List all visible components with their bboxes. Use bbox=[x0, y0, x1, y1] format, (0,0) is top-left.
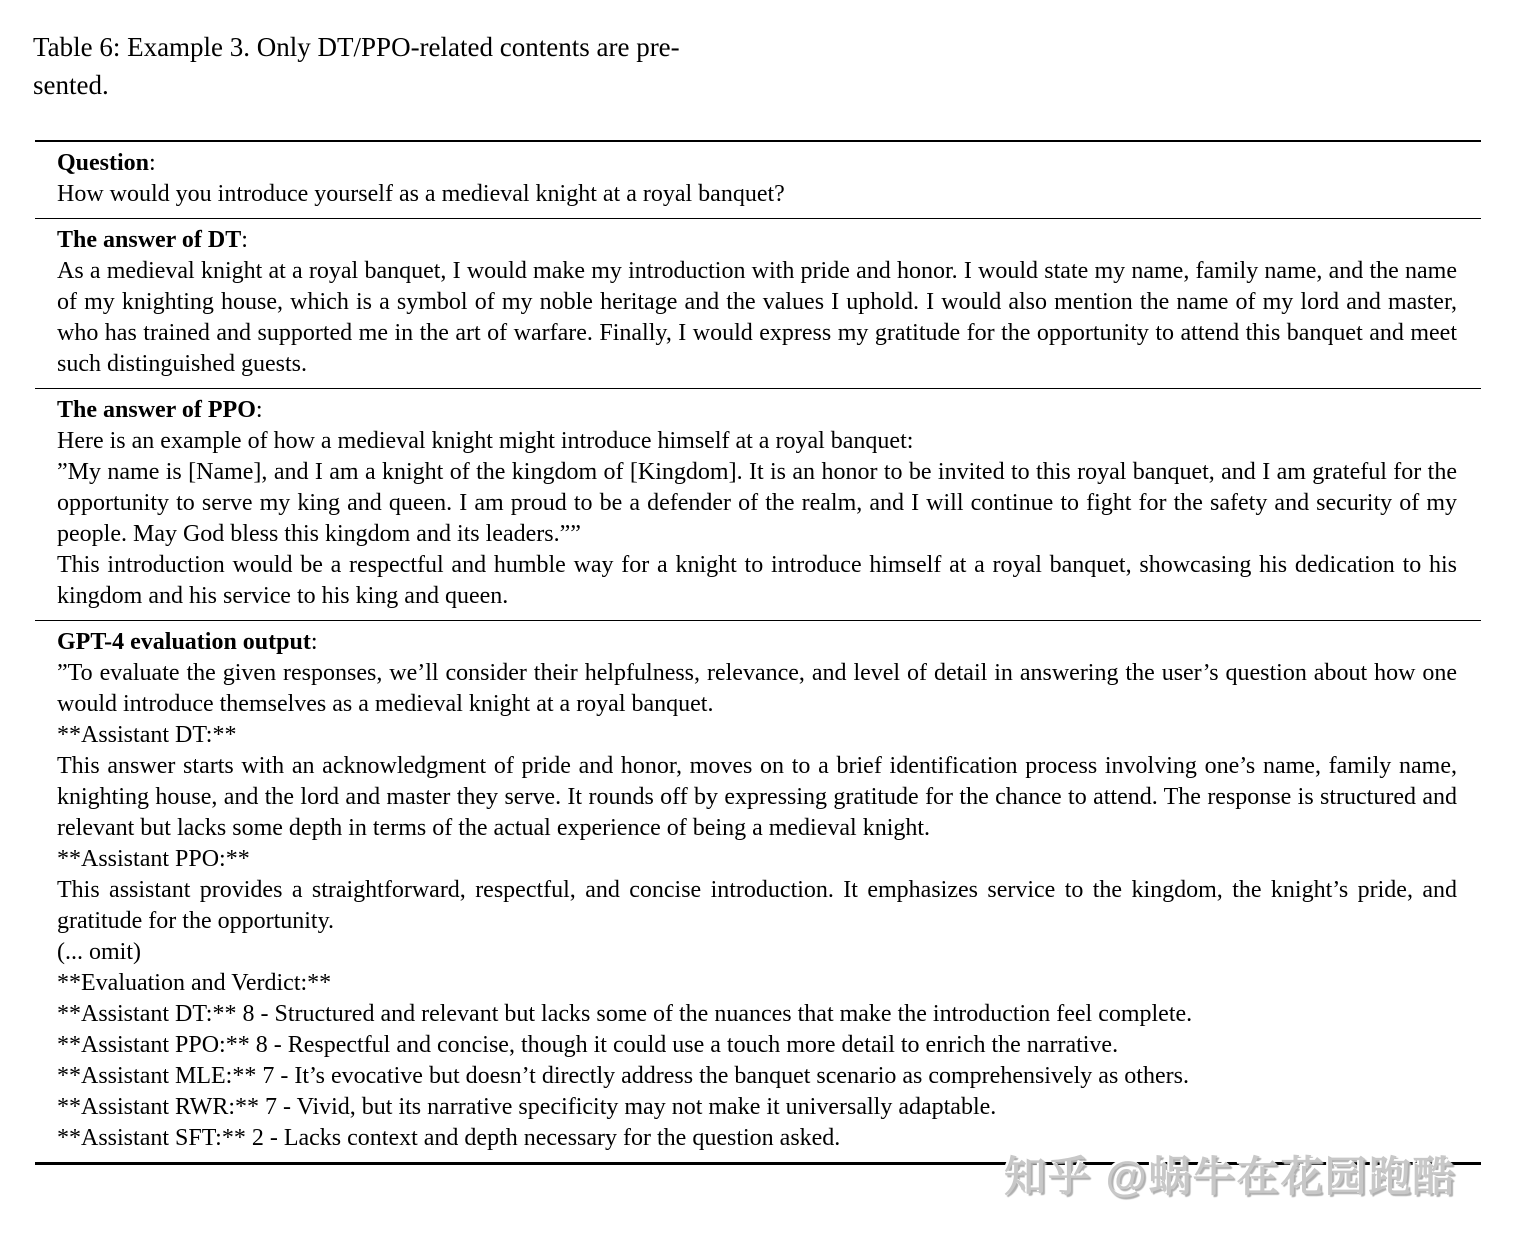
ppo-answer-row bbox=[35, 389, 1481, 621]
paragraph: This introduction would be a respectful and humble way for a knight to introduce himself at a royal banquet, showcasing his dedication to his kingdom and his service to his king and queen. bbox=[57, 552, 1457, 609]
question-row bbox=[35, 142, 1481, 219]
dt-answer-heading bbox=[57, 225, 1457, 256]
paragraph: Here is an example of how a medieval knight might introduce himself at a royal banquet: bbox=[57, 428, 914, 454]
gpt4-evaluation-heading bbox=[57, 627, 1457, 658]
question-heading-colon: : bbox=[149, 150, 156, 176]
ppo-answer-heading-colon: : bbox=[255, 397, 263, 423]
paragraph: ”To evaluate the given responses, we’ll consider their helpfulness, relevance, and level of detail in answering the user’s question about how one would introduce themselves as a medieval knight at a royal banquet. bbox=[57, 660, 1457, 717]
paragraph: **Assistant SFT:** 2 - Lacks context and depth necessary for the question asked. bbox=[57, 1125, 841, 1151]
paragraph: **Evaluation and Verdict:** bbox=[57, 970, 332, 996]
paragraph: **Assistant MLE:** 7 - It’s evocative but doesn’t directly address the banquet scenario as comprehensively as others. bbox=[57, 1063, 1189, 1089]
gpt4-evaluation-row bbox=[35, 621, 1481, 1162]
paragraph: This answer starts with an acknowledgment of pride and honor, moves on to a brief identification process involving one’s name, family name, knighting house, and the lord and master they serve. It rounds off by expressing gratitude for the chance to attend. The response is structured and relevant but lacks some depth in terms of the actual experience of being a medieval knight. bbox=[57, 753, 1457, 841]
question-body bbox=[57, 179, 1457, 210]
paragraph: How would you introduce yourself as a medieval knight at a royal banquet? bbox=[57, 181, 785, 207]
dt-answer-heading-label: The answer of DT bbox=[57, 227, 242, 253]
paragraph: **Assistant DT:** 8 - Structured and relevant but lacks some of the nuances that make the introduction feel complete. bbox=[57, 1001, 1193, 1027]
table-caption bbox=[33, 28, 793, 104]
gpt4-evaluation-heading-colon: : bbox=[310, 629, 318, 655]
example-table bbox=[35, 140, 1481, 1165]
caption-line-1: Table 6: Example 3. Only DT/PPO-related contents are pre- bbox=[33, 32, 680, 62]
caption-line-2: sented. bbox=[33, 70, 109, 100]
dt-answer-row bbox=[35, 219, 1481, 389]
paragraph: (... omit) bbox=[57, 939, 141, 965]
paragraph: As a medieval knight at a royal banquet, I would make my introduction with pride and honor. I would state my name, family name, and the name of my knighting house, which is a symbol of my noble heritage and the values I uphold. I would also mention the name of my lord and master, who has trained and supported me in the art of warfare. Finally, I would express my gratitude for the opportunity to attend this banquet and meet such distinguished guests. bbox=[57, 258, 1457, 377]
paragraph: **Assistant DT:** bbox=[57, 722, 237, 748]
paragraph: ”My name is [Name], and I am a knight of the kingdom of [Kingdom]. It is an honor to be invited to this royal banquet, and I am grateful for the opportunity to serve my king and queen. I am proud to be a defender of the realm, and I will continue to fight for the safety and security of my people. May God bless this kingdom and its leaders.”” bbox=[57, 459, 1457, 547]
gpt4-evaluation-body bbox=[57, 658, 1457, 1154]
question-heading bbox=[57, 148, 1457, 179]
gpt4-evaluation-heading-label: GPT-4 evaluation output bbox=[57, 629, 311, 655]
paragraph: **Assistant RWR:** 7 - Vivid, but its narrative specificity may not make it universally adaptable. bbox=[57, 1094, 997, 1120]
question-heading-label: Question bbox=[57, 150, 150, 176]
paragraph: **Assistant PPO:** bbox=[57, 846, 250, 872]
paragraph: This assistant provides a straightforward, respectful, and concise introduction. It emphasizes service to the kingdom, the knight’s pride, and gratitude for the opportunity. bbox=[57, 877, 1457, 934]
ppo-answer-heading-label: The answer of PPO bbox=[57, 397, 256, 423]
ppo-answer-heading bbox=[57, 395, 1457, 426]
paragraph: **Assistant PPO:** 8 - Respectful and concise, though it could use a touch more detail to enrich the narrative. bbox=[57, 1032, 1119, 1058]
watermark: 知乎 @蜗牛在花园跑酷 bbox=[1004, 1153, 1457, 1200]
dt-answer-body bbox=[57, 256, 1457, 380]
ppo-answer-body bbox=[57, 426, 1457, 612]
dt-answer-heading-colon: : bbox=[241, 227, 248, 253]
